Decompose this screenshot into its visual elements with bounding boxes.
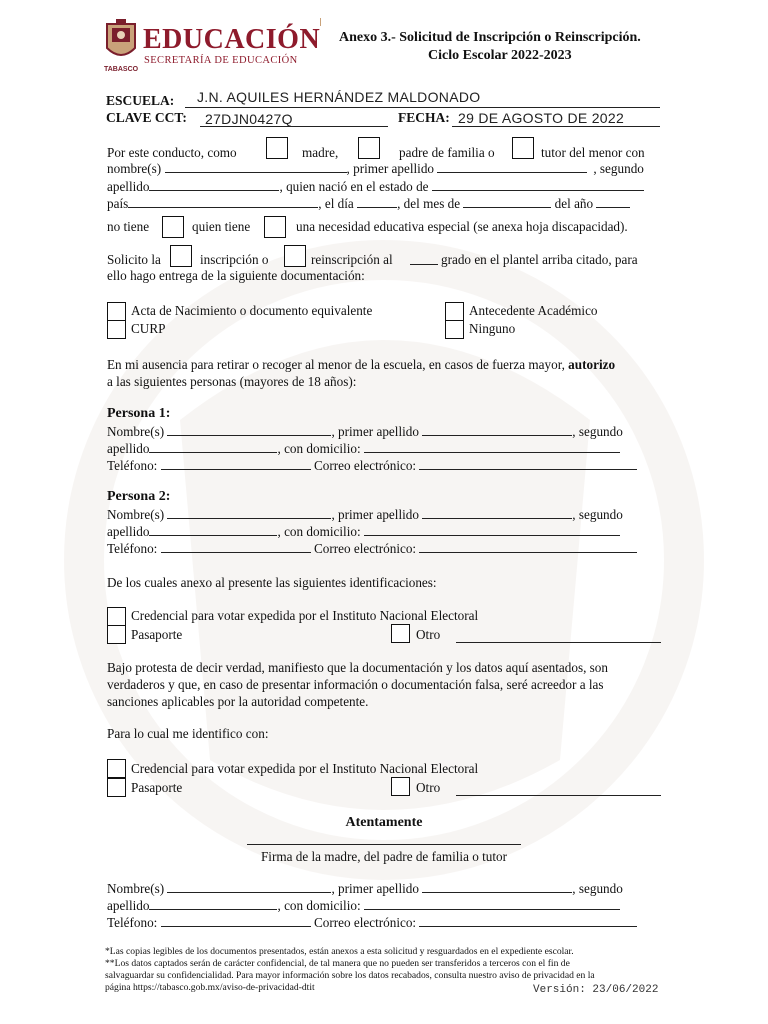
menor-nombre-field[interactable] xyxy=(165,162,347,173)
solicitud-line-2: ello hago entrega de la siguiente documentación: xyxy=(107,268,365,283)
anexo-pasaporte-checkbox[interactable] xyxy=(107,625,126,644)
firmante-correo-field[interactable] xyxy=(419,916,637,927)
persona-1-apellido2-field[interactable] xyxy=(149,442,277,453)
madre-label: madre, xyxy=(302,145,339,160)
persona-2-apellido2-field[interactable] xyxy=(149,525,277,536)
tabasco-crest-icon xyxy=(104,18,138,68)
firmante-telefono-field[interactable] xyxy=(161,916,311,927)
reinscripcion-label: reinscripción al xyxy=(311,252,393,267)
acta-label: Acta de Nacimiento o documento equivalente xyxy=(131,303,373,318)
persona-2-nombre-field[interactable] xyxy=(167,508,331,519)
footnote-2: **Los datos captados serán de carácter confidencial, de tal manera que no pueden ser transferidos a terceros con el fin de xyxy=(105,958,570,969)
signature-caption: Firma de la madre, del padre de familia o tutor xyxy=(260,849,508,864)
persona-2-domicilio-field[interactable] xyxy=(364,525,620,536)
persona-1-apellido1-field[interactable] xyxy=(422,425,572,436)
annex-title: Anexo 3.- Solicitud de Inscripción o Reinscripción. xyxy=(339,30,641,45)
cct-label: CLAVE CCT: xyxy=(106,110,187,125)
protesta-line-1: Bajo protesta de decir verdad, manifiesto que la documentación y los datos aquí asentados, son xyxy=(107,660,608,675)
fecha-label: FECHA: xyxy=(398,110,450,125)
persona-2-line-3: Teléfono: Correo electrónico: xyxy=(107,541,637,557)
escuela-line xyxy=(185,107,660,108)
quien-tiene-checkbox[interactable] xyxy=(264,216,286,238)
persona-1-title: Persona 1: xyxy=(107,406,171,421)
menor-apellido2-field[interactable] xyxy=(149,180,279,191)
ausencia-line-1: En mi ausencia para retirar o recoger al menor de la escuela, en casos de fuerza mayor, autorizo xyxy=(107,357,616,372)
curp-checkbox[interactable] xyxy=(107,320,126,339)
fecha-line xyxy=(452,126,660,127)
necesidad-label: una necesidad educativa especial (se anexa hoja discapacidad). xyxy=(296,219,628,234)
intro-line-1: Por este conducto, como xyxy=(107,145,237,160)
logo-title: EDUCACIÓN xyxy=(143,24,321,55)
identifico-otro-checkbox[interactable] xyxy=(391,777,410,796)
persona-2-correo-field[interactable] xyxy=(419,542,637,553)
signature-line[interactable] xyxy=(247,844,521,845)
footnote-4: página https://tabasco.gob.mx/aviso-de-privacidad-dtit xyxy=(105,982,315,993)
anio-field[interactable] xyxy=(596,197,630,208)
identifico-pasaporte-checkbox[interactable] xyxy=(107,778,126,797)
anexo-otro-field[interactable] xyxy=(456,642,661,643)
intro-line-2: nombre(s) , primer apellido , segundo xyxy=(107,161,644,176)
intro-line-3: apellido , quien nació en el estado de xyxy=(107,179,644,195)
anexo-otro-checkbox[interactable] xyxy=(391,624,410,643)
reinscripcion-checkbox[interactable] xyxy=(284,245,306,267)
ninguno-label: Ninguno xyxy=(469,321,516,336)
firmante-line-3: Teléfono: Correo electrónico: xyxy=(107,915,637,931)
intro-line-4: país , el día , del mes de del año xyxy=(107,196,630,212)
madre-checkbox[interactable] xyxy=(266,137,288,159)
persona-1-line-1: Nombre(s) , primer apellido , segundo xyxy=(107,424,623,439)
antecedente-label: Antecedente Académico xyxy=(469,303,598,318)
version-label: Versión: 23/06/2022 xyxy=(533,984,659,996)
identificaciones-intro: De los cuales anexo al presente las siguientes identificaciones: xyxy=(107,575,437,590)
dia-field[interactable] xyxy=(357,197,397,208)
persona-1-nombre-field[interactable] xyxy=(167,425,331,436)
persona-1-correo-field[interactable] xyxy=(419,459,637,470)
antecedente-checkbox[interactable] xyxy=(445,302,464,321)
mes-field[interactable] xyxy=(463,197,551,208)
persona-2-line-2: apellido , con domicilio: xyxy=(107,524,620,540)
anexo-credencial-label: Credencial para votar expedida por el Instituto Nacional Electoral xyxy=(131,608,479,623)
identifico-credencial-checkbox[interactable] xyxy=(107,759,126,778)
atentamente-label: Atentamente xyxy=(345,815,423,830)
tutor-label: tutor del menor con xyxy=(541,145,645,160)
menor-apellido1-field[interactable] xyxy=(437,162,587,173)
curp-label: CURP xyxy=(131,321,166,336)
identifico-credencial-label: Credencial para votar expedida por el Instituto Nacional Electoral xyxy=(131,761,479,776)
persona-2-telefono-field[interactable] xyxy=(161,542,311,553)
no-tiene-checkbox[interactable] xyxy=(162,216,184,238)
quien-tiene-label: quien tiene xyxy=(192,219,251,234)
escuela-label: ESCUELA: xyxy=(106,93,175,108)
persona-2-apellido1-field[interactable] xyxy=(422,508,572,519)
acta-checkbox[interactable] xyxy=(107,302,126,321)
persona-2-line-1: Nombre(s) , primer apellido , segundo xyxy=(107,507,623,522)
firmante-domicilio-field[interactable] xyxy=(364,899,620,910)
persona-1-line-3: Teléfono: Correo electrónico: xyxy=(107,458,637,474)
ausencia-line-2: a las siguientes personas (mayores de 18 años): xyxy=(107,374,357,389)
protesta-line-2: verdaderos y que, en caso de presentar información o documentación falsa, seré acreedor a las xyxy=(107,677,604,692)
persona-1-telefono-field[interactable] xyxy=(161,459,311,470)
footnote-3: salvaguardar su confidencialidad. Para mayor información sobre los datos recabados, consulta nuestro aviso de privacidad en la xyxy=(105,970,595,981)
persona-2-title: Persona 2: xyxy=(107,489,171,504)
no-tiene-label: no tiene xyxy=(107,219,150,234)
inscripcion-label: inscripción o xyxy=(200,252,269,267)
persona-1-domicilio-field[interactable] xyxy=(364,442,620,453)
firmante-line-2: apellido , con domicilio: xyxy=(107,898,620,914)
identifico-otro-label: Otro xyxy=(416,780,441,795)
firmante-apellido2-field[interactable] xyxy=(149,899,277,910)
identifico-otro-field[interactable] xyxy=(456,795,661,796)
pais-field[interactable] xyxy=(128,197,318,208)
footnote-1: *Las copias legibles de los documentos presentados, están anexos a esta solicitud y resguardados en el expediente escolar. xyxy=(105,946,574,957)
persona-1-line-2: apellido , con domicilio: xyxy=(107,441,620,457)
firmante-line-1: Nombre(s) , primer apellido , segundo xyxy=(107,881,623,896)
fecha-field[interactable]: 29 DE AGOSTO DE 2022 xyxy=(458,110,625,126)
anexo-credencial-checkbox[interactable] xyxy=(107,607,126,626)
cct-field[interactable]: 27DJN0427Q xyxy=(205,111,293,127)
firmante-apellido1-field[interactable] xyxy=(422,882,572,893)
solicito-label: Solicito la xyxy=(107,252,161,267)
logo-subtitle: SECRETARÍA DE EDUCACIÓN xyxy=(144,55,298,66)
logo-state: TABASCO xyxy=(104,66,139,73)
school-cycle: Ciclo Escolar 2022-2023 xyxy=(428,48,572,63)
firmante-nombre-field[interactable] xyxy=(167,882,331,893)
escuela-field[interactable]: J.N. AQUILES HERNÁNDEZ MALDONADO xyxy=(197,89,481,105)
grado-field[interactable] xyxy=(410,264,438,265)
identifico-intro: Para lo cual me identifico con: xyxy=(107,726,269,741)
padre-label: padre de familia o xyxy=(399,145,495,160)
ninguno-checkbox[interactable] xyxy=(445,320,464,339)
protesta-line-3: sanciones aplicables por la autoridad competente. xyxy=(107,694,369,709)
identifico-pasaporte-label: Pasaporte xyxy=(131,780,183,795)
anexo-otro-label: Otro xyxy=(416,627,441,642)
grado-label: grado en el plantel arriba citado, para xyxy=(441,252,638,267)
tutor-checkbox[interactable] xyxy=(512,137,534,159)
padre-checkbox[interactable] xyxy=(358,137,380,159)
inscripcion-checkbox[interactable] xyxy=(170,245,192,267)
header-divider xyxy=(320,18,321,26)
estado-nacimiento-field[interactable] xyxy=(432,180,644,191)
anexo-pasaporte-label: Pasaporte xyxy=(131,627,183,642)
